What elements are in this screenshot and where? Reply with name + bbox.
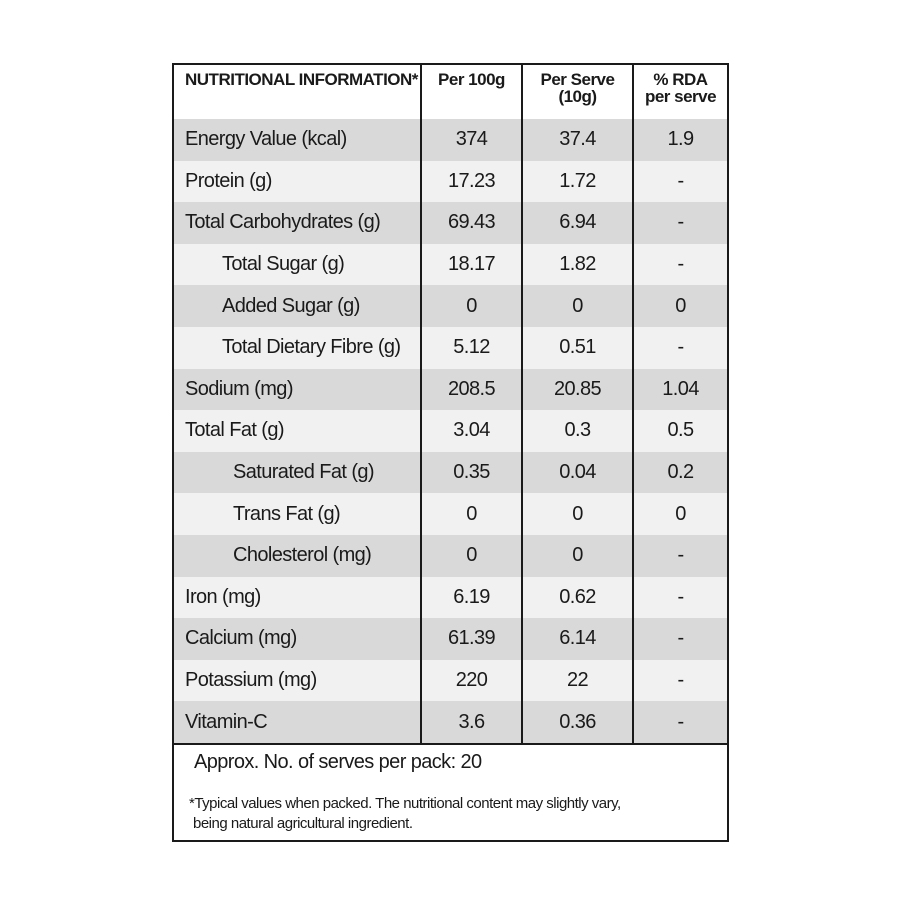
nutrient-label: Cholesterol (mg)	[174, 535, 421, 577]
header-per-serve-line2: (10g)	[558, 87, 597, 106]
nutrient-label: Protein (g)	[174, 161, 421, 203]
value-rda-per-serve: -	[633, 327, 727, 369]
value-rda-per-serve: 1.04	[633, 369, 727, 411]
value-per-100g: 18.17	[421, 244, 522, 286]
value-per-serve: 20.85	[522, 369, 633, 411]
value-per-100g: 0	[421, 285, 522, 327]
value-per-serve: 37.4	[522, 119, 633, 161]
value-per-serve: 0.04	[522, 452, 633, 494]
table-row	[174, 327, 727, 369]
table-row	[174, 244, 727, 286]
nutrient-label: Sodium (mg)	[174, 369, 421, 411]
table-row	[174, 202, 727, 244]
value-per-100g: 3.6	[421, 701, 522, 743]
nutrient-label: Calcium (mg)	[174, 618, 421, 660]
value-rda-per-serve: 1.9	[633, 119, 727, 161]
value-rda-per-serve: -	[633, 535, 727, 577]
table-header-row	[174, 65, 727, 119]
table-row	[174, 410, 727, 452]
table-row	[174, 618, 727, 660]
value-per-100g: 5.12	[421, 327, 522, 369]
nutrition-table-body	[174, 119, 727, 743]
table-row	[174, 577, 727, 619]
table-row	[174, 535, 727, 577]
header-rda-per-serve	[633, 65, 727, 119]
value-per-serve: 0.36	[522, 701, 633, 743]
table-row	[174, 452, 727, 494]
value-per-serve: 1.72	[522, 161, 633, 203]
header-per-serve	[522, 65, 633, 119]
typical-values-note	[189, 794, 621, 834]
value-rda-per-serve: -	[633, 577, 727, 619]
value-per-serve: 0.62	[522, 577, 633, 619]
value-per-100g: 0	[421, 493, 522, 535]
value-rda-per-serve: 0	[633, 285, 727, 327]
header-per-100g: Per 100g	[421, 65, 522, 119]
value-per-100g: 69.43	[421, 202, 522, 244]
table-row	[174, 369, 727, 411]
value-per-serve: 0	[522, 285, 633, 327]
table-row	[174, 660, 727, 702]
value-rda-per-serve: -	[633, 244, 727, 286]
value-rda-per-serve: -	[633, 660, 727, 702]
note-line-1: *Typical values when packed. The nutritional content may slightly vary,	[189, 794, 621, 812]
value-rda-per-serve: -	[633, 202, 727, 244]
value-rda-per-serve: 0.5	[633, 410, 727, 452]
value-per-serve: 22	[522, 660, 633, 702]
table-row	[174, 701, 727, 743]
nutrient-label: Total Carbohydrates (g)	[174, 202, 421, 244]
value-per-100g: 61.39	[421, 618, 522, 660]
nutrient-label: Added Sugar (g)	[174, 285, 421, 327]
value-per-100g: 0	[421, 535, 522, 577]
table-row	[174, 493, 727, 535]
value-per-serve: 0	[522, 493, 633, 535]
nutrition-table	[174, 65, 727, 743]
nutrition-panel	[172, 63, 729, 842]
value-rda-per-serve: -	[633, 161, 727, 203]
value-rda-per-serve: 0.2	[633, 452, 727, 494]
nutrient-label: Total Fat (g)	[174, 410, 421, 452]
table-row	[174, 285, 727, 327]
table-row	[174, 161, 727, 203]
header-per-serve-line1: Per Serve	[540, 70, 615, 89]
value-per-100g: 17.23	[421, 161, 522, 203]
value-per-serve: 0.51	[522, 327, 633, 369]
nutrient-label: Total Sugar (g)	[174, 244, 421, 286]
nutrient-label: Energy Value (kcal)	[174, 119, 421, 161]
serves-per-pack: Approx. No. of serves per pack: 20	[194, 750, 482, 773]
nutrient-label: Iron (mg)	[174, 577, 421, 619]
value-per-100g: 0.35	[421, 452, 522, 494]
value-rda-per-serve: -	[633, 701, 727, 743]
header-nutritional-information: NUTRITIONAL INFORMATION*	[174, 65, 421, 119]
value-per-serve: 6.94	[522, 202, 633, 244]
value-per-serve: 1.82	[522, 244, 633, 286]
nutrient-label: Saturated Fat (g)	[174, 452, 421, 494]
nutrient-label: Potassium (mg)	[174, 660, 421, 702]
value-per-serve: 0	[522, 535, 633, 577]
nutrition-footer	[174, 743, 727, 840]
header-rda-line2: per serve	[644, 87, 717, 106]
value-rda-per-serve: 0	[633, 493, 727, 535]
value-per-100g: 220	[421, 660, 522, 702]
value-per-serve: 0.3	[522, 410, 633, 452]
value-per-100g: 6.19	[421, 577, 522, 619]
nutrient-label: Total Dietary Fibre (g)	[174, 327, 421, 369]
nutrient-label: Trans Fat (g)	[174, 493, 421, 535]
value-per-serve: 6.14	[522, 618, 633, 660]
value-per-100g: 208.5	[421, 369, 522, 411]
value-per-100g: 374	[421, 119, 522, 161]
header-rda-line1: % RDA	[653, 70, 708, 89]
value-per-100g: 3.04	[421, 410, 522, 452]
nutrient-label: Vitamin-C	[174, 701, 421, 743]
table-row	[174, 119, 727, 161]
note-line-2: being natural agricultural ingredient.	[193, 814, 413, 832]
value-rda-per-serve: -	[633, 618, 727, 660]
